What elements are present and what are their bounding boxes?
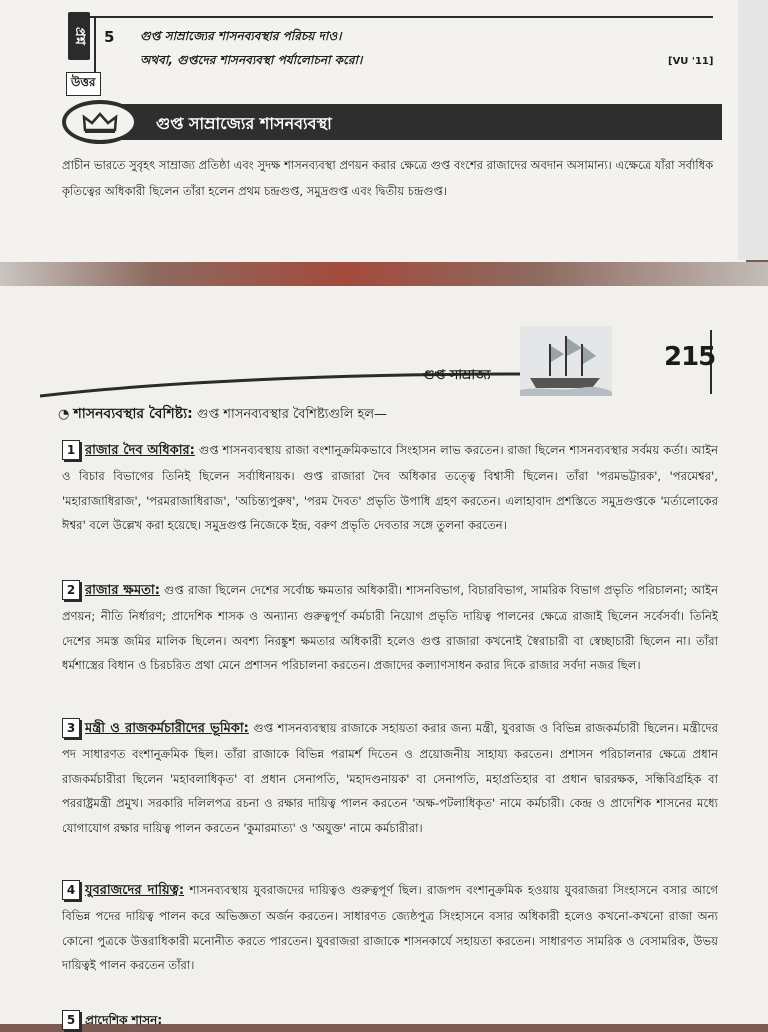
question-text: গুপ্ত সাম্রাজ্যের শাসনব্যবস্থার পরিচয় দাও। xyxy=(140,29,342,43)
section-banner xyxy=(62,100,720,144)
question-rule-vertical xyxy=(94,18,96,78)
feature-item xyxy=(62,578,718,678)
item-text: শাসনব্যবস্থায় যুবরাজদের দায়িত্বও গুরুত্বপূর্ণ ছিল। রাজপদ বংশানুক্রমিক হওয়ায় যুবরাজরা সিংহাসনে বসার আগে বিভিন্ন পদের দায়িত্ব পালন করে অভিজ্ঞতা অর্জন করতেন। সাধারণত জ্যেষ্ঠপুত্র সিংহাসনে বসার অধিকারী হলেও কখনো-কখনো রাজা অন্য কোনো পুত্রকে উত্তরাধিকারী মনোনীত করতে পারতেন। যুবরাজরা রাজাকে শাসনকার্যে সহায়তা করতেন। সাধারণত সামরিক ও বেসামরিক, উভয় দায়িত্বই পালন করতেন তাঁরা। xyxy=(62,883,718,973)
feature-item xyxy=(62,716,718,841)
feature-item xyxy=(62,438,718,538)
item-text: গুপ্ত শাসনব্যবস্থায় রাজাকে সহায়তা করার জন্য মন্ত্রী, যুবরাজ ও বিভিন্ন রাজকর্মচারী ছিলেন। মন্ত্রীদের পদ সাধারণত বংশানুক্রমিক ছিল। তাঁরা রাজাকে বিভিন্ন পরামর্শ দিতেন ও প্রয়োজনীয় সাহায্য করতেন। প্রশাসন পরিচালনার ক্ষেত্রে প্রধান রাজকর্মচারীরা ছিলেন 'মহাবলাধিকৃত' বা প্রধান সেনাপতি, 'মহাদণ্ডনায়ক' বা সেনাপতি, মহাপ্রতিহার বা প্রধান দ্বাররক্ষক, সন্ধিবিগ্রহিক বা পররাষ্ট্রমন্ত্রী প্রমুখ। সরকারি দলিলপত্র রচনা ও রক্ষার দায়িত্ব পালন করতেন 'অক্ষ-পটলাধিকৃত' নামে কর্মচারী। কেন্দ্র ও প্রাদেশিক শাসনের মধ্যে যোগাযোগ রক্ষার দায়িত্ব পালন করতেন 'কুমারমাত্য' ও 'অযুক্ত' নামে কর্মচারীরা। xyxy=(62,721,718,836)
ship-icon xyxy=(520,326,612,396)
question-reference: [VU '11] xyxy=(668,56,714,67)
item-number: 5 xyxy=(62,1010,80,1030)
item-heading: রাজার দৈব অধিকার: xyxy=(85,443,195,458)
running-head: গুপ্ত সাম্রাজ্য xyxy=(423,368,491,383)
item-number: 1 xyxy=(62,440,80,460)
banner-emblem xyxy=(62,100,138,144)
question-number: 5 xyxy=(104,28,115,46)
item-number: 4 xyxy=(62,880,80,900)
question-tag: প্রশ্ন xyxy=(68,12,90,60)
intro-paragraph: প্রাচীন ভারতে সুবৃহৎ সাম্রাজ্য প্রতিষ্ঠা এবং সুদক্ষ শাসনব্যবস্থা প্রণয়ন করার ক্ষেত্রে গুপ্ত বংশের রাজাদের অবদান অসামান্য। এক্ষেত্রে যাঁরা সর্বাধিক কৃতিত্বের অধিকারী ছিলেন তাঁরা হলেন প্রথম চন্দ্রগুপ্ত, সমুদ্রগুপ্ত এবং দ্বিতীয় চন্দ্রগুপ্ত। xyxy=(62,158,714,198)
item-text: গুপ্ত রাজা ছিলেন দেশের সর্বোচ্চ ক্ষমতার অধিকারী। শাসনবিভাগ, বিচারবিভাগ, সামরিক বিভাগ প্রভৃতি পরিচালনা; আইন প্রণয়ন; নীতি নির্ধারণ; প্রাদেশিক শাসক ও অন্যান্য গুরুত্বপূর্ণ কর্মচারী নিয়োগ প্রভৃতি দায়িত্ব পালনের ক্ষেত্রে রাজাই ছিলেন সর্বেসর্বা। তিনিই দেশের সমস্ত জমির মালিক ছিলেন। অবশ্য নিরঙ্কুশ ক্ষমতার অধিকারী হলেও গুপ্ত রাজারা কখনোই স্বৈরাচারী বা স্বেচ্ছাচারী ছিলেন না। তাঁরা ধর্মশাস্ত্রের বিধান ও চিরচরিত প্রথা মেনে প্রশাসন পরিচালনা করতেন। প্রজাদের কল্যাণসাধন করার দিকে রাজার সর্বদা নজর ছিল। xyxy=(62,583,718,673)
answer-label: উত্তর xyxy=(66,72,101,96)
page-number: 215 xyxy=(664,342,716,372)
next-item-cutoff xyxy=(62,1010,162,1032)
item-heading: যুবরাজদের দায়িত্ব: xyxy=(85,883,185,898)
feature-item xyxy=(62,878,718,978)
item-heading: মন্ত্রী ও রাজকর্মচারীদের ভূমিকা: xyxy=(85,721,249,736)
item-number: 3 xyxy=(62,718,80,738)
section-title: শাসনব্যবস্থার বৈশিষ্ট্য: xyxy=(73,406,193,422)
crown-icon xyxy=(82,112,118,134)
banner-title: গুপ্ত সাম্রাজ্যের শাসনব্যবস্থা xyxy=(156,114,332,133)
item-number: 2 xyxy=(62,580,80,600)
question-alternate: অথবা, গুপ্তদের শাসনব্যবস্থা পর্যালোচনা করো। xyxy=(140,53,363,67)
item-heading: প্রাদেশিক শাসন: xyxy=(85,1013,163,1027)
item-heading: রাজার ক্ষমতা: xyxy=(85,583,160,598)
item-text: গুপ্ত শাসনব্যবস্থায় রাজা বংশানুক্রমিকভাবে সিংহাসন লাভ করতেন। রাজা ছিলেন শাসনব্যবস্থার সর্বময় কর্তা। আইন ও বিচার বিভাগের তিনিই ছিলেন সর্বাধিনায়ক। গুপ্ত রাজারা দৈব অধিকার তত্ত্বে বিশ্বাসী ছিলেন। তাঁরা 'পরমভট্টারক', 'পরমেশ্বর', 'মহারাজাধিরাজ', 'পরমরাজাধিরাজ', 'অচিন্ত্যপুরুষ', 'পরম দৈবত' প্রভৃতি উপাধি গ্রহণ করতেন। এলাহাবাদ প্রশস্তিতে সমুদ্রগুপ্তকে 'মর্ত্যলোকের ঈশ্বর' বলে উল্লেখ করা হয়েছে। সমুদ্রগুপ্ত নিজেকে ইন্দ্র, বরুণ প্রভৃতি দেবতার সঙ্গে তুলনা করতেন। xyxy=(62,443,719,533)
page-edge xyxy=(738,0,768,260)
section-heading xyxy=(58,402,387,426)
bullet-icon: ◔ xyxy=(58,407,74,422)
question-rule xyxy=(68,16,713,18)
section-intro: গুপ্ত শাসনব্যবস্থার বৈশিষ্ট্যগুলি হল— xyxy=(196,407,388,422)
